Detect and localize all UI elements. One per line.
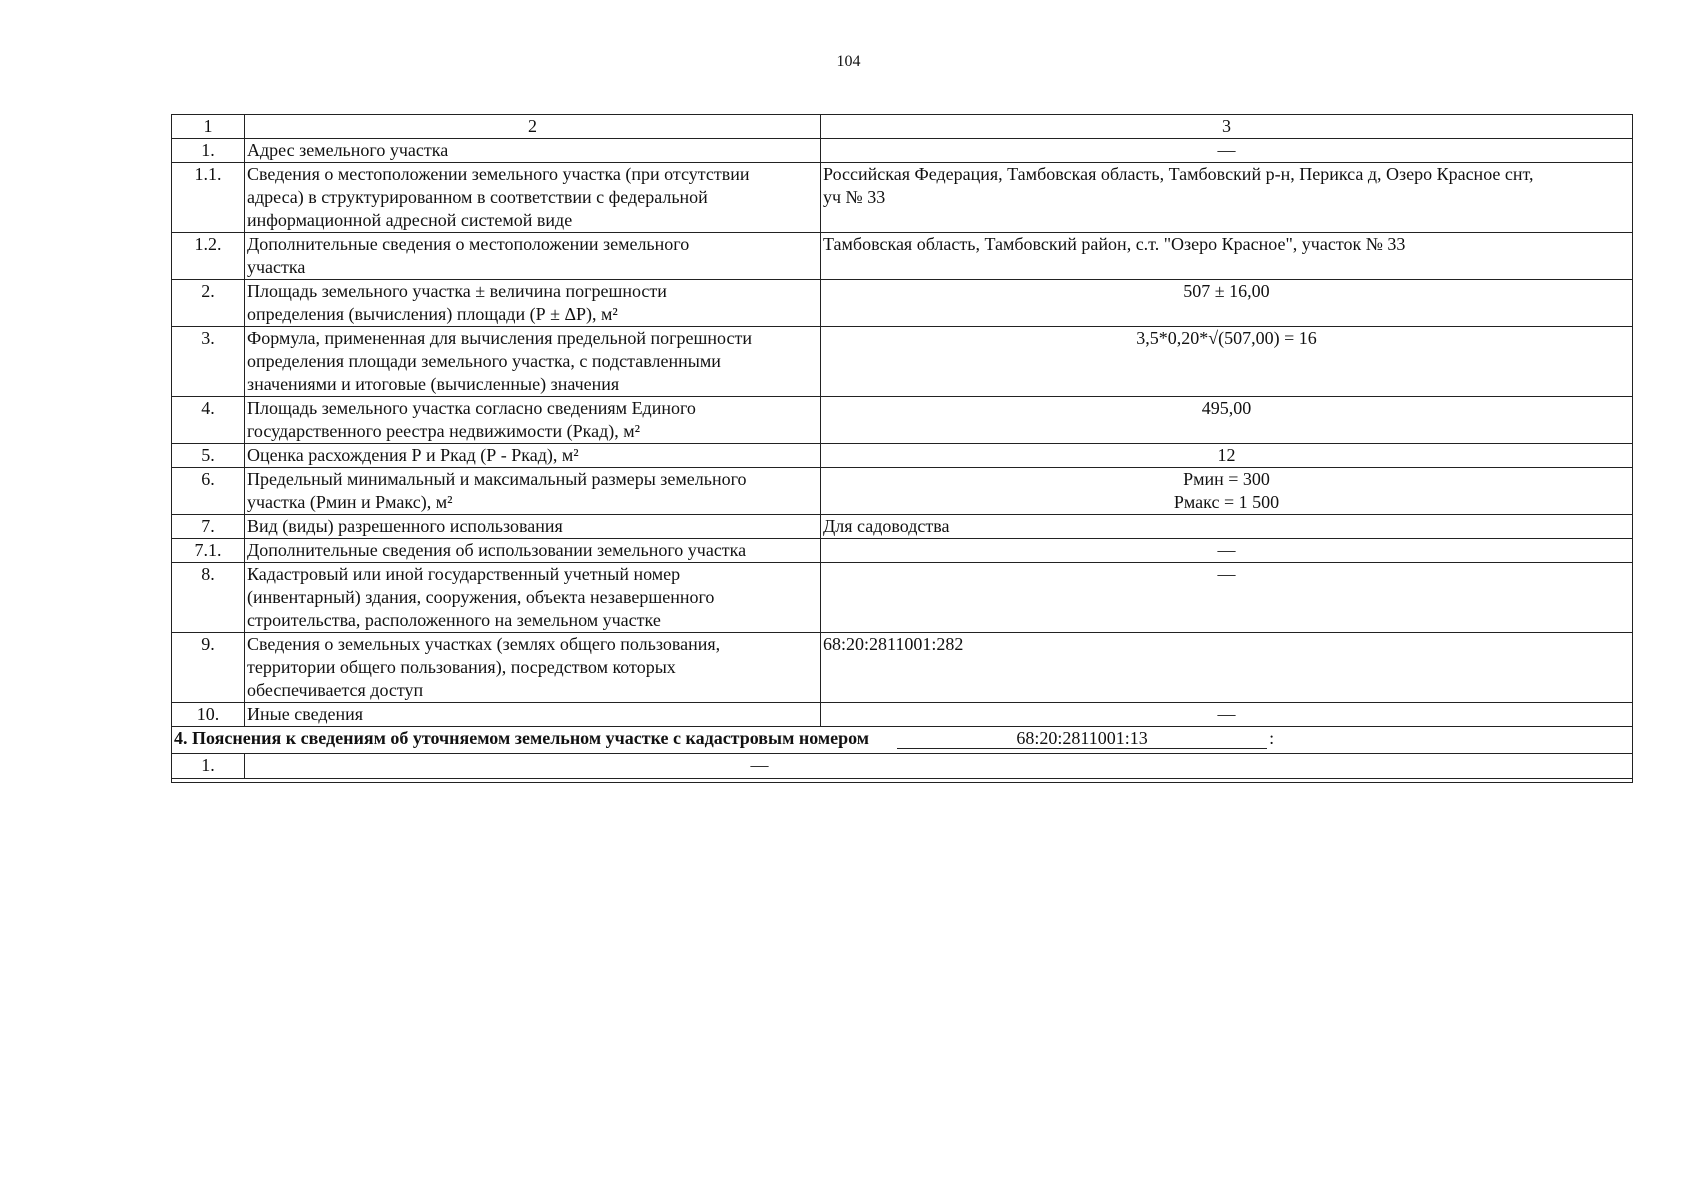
row-label-line: Площадь земельного участка ± величина погрешности [247,281,667,301]
cadastral-data-table [171,114,1633,783]
row-value: — [821,539,1633,563]
row-value: 12 [821,444,1633,468]
page-number: 104 [836,53,861,70]
row-label-line: Площадь земельного участка согласно сведениям Единого [247,398,696,418]
row-label-line: Кадастровый или иной государственный учетный номер [247,564,681,584]
section-4-colon: : [1269,728,1275,748]
row-value: Для садоводства [821,515,1633,539]
row-label-line: Сведения о местоположении земельного участка (при отсутствии [247,164,750,184]
row-number: 7. [172,515,245,539]
row-label [245,327,821,397]
row-label [245,163,821,233]
row-label [245,633,821,703]
row-label-line: участка [247,257,306,277]
table-row [172,233,1633,280]
row-value: — [821,139,1633,163]
row-label-line: значениями и итоговые (вычисленные) значения [247,374,620,394]
row-label-line: информационной адресной системой виде [247,210,573,230]
row-label-line: Предельный минимальный и максимальный размеры земельного [247,469,747,489]
row-number: 8. [172,563,245,633]
row-value-line: Рмин = 300 [1183,469,1270,489]
row-label-line: территории общего пользования), посредством которых [247,657,676,677]
table-row [172,139,1633,163]
cadastral-number: 68:20:2811001:13 [897,728,1267,749]
row-value: Тамбовская область, Тамбовский район, с.т. "Озеро Красное", участок № 33 [821,233,1633,280]
row-value: — [821,703,1633,727]
table-row [172,163,1633,233]
table-row [172,397,1633,444]
row-label-line: адреса) в структурированном в соответствии с федеральной [247,187,708,207]
header-col-2: 2 [245,115,821,139]
row-label [245,563,821,633]
row-number: 2. [172,280,245,327]
table-header-row [172,115,1633,139]
row-number: 1. [172,139,245,163]
row-label-line: государственного реестра недвижимости (Ркад), м² [247,421,641,441]
row-label [245,397,821,444]
row-number: 4. [172,397,245,444]
row-value-line: Российская Федерация, Тамбовская область, Тамбовский р-н, Перикса д, Озеро Красное снт, [823,164,1534,184]
row-label-line: определения (вычисления) площади (Р ± ΔР), м² [247,304,618,324]
row-number: 7.1. [172,539,245,563]
section-4-title: 4. Пояснения к сведениям об уточняемом земельном участке с кадастровым номером [174,728,870,748]
row-value-line: Рмакс = 1 500 [1173,492,1280,512]
row-value-line: уч № 33 [823,187,886,207]
row-label [245,468,821,515]
row-value: 68:20:2811001:282 [821,633,1633,703]
row-value: 507 ± 16,00 [821,280,1633,327]
table-row [172,633,1633,703]
row-label-line: (инвентарный) здания, сооружения, объекта незавершенного [247,587,715,607]
section-4-heading [172,727,1633,754]
header-col-3: 3 [821,115,1633,139]
header-col-1: 1 [172,115,245,139]
row-label-line: определения площади земельного участка, с подставленными [247,351,721,371]
row-value: 3,5*0,20*√(507,00) = 16 [821,327,1633,397]
row-number: 1.1. [172,163,245,233]
row-value [821,468,1633,515]
section-4-row [172,727,1633,754]
row-label: Дополнительные сведения об использовании земельного участка [245,539,821,563]
table-bottom-rule [172,779,1633,783]
row-label-line: Дополнительные сведения о местоположении земельного [247,234,690,254]
table-row [172,327,1633,397]
row-label-line: Сведения о земельных участках (землях общего пользования, [247,634,721,654]
table-row [172,444,1633,468]
table-row [172,468,1633,515]
row-label: Иные сведения [245,703,821,727]
row-value: — [821,563,1633,633]
table-row [172,754,1633,779]
table-row [172,563,1633,633]
table-row [172,515,1633,539]
row-label: Адрес земельного участка [245,139,821,163]
row-label-line: участка (Рмин и Рмакс), м² [247,492,453,512]
row-label: Вид (виды) разрешенного использования [245,515,821,539]
row-number: 1.2. [172,233,245,280]
row-number: 6. [172,468,245,515]
row-value: — [245,754,1633,779]
row-label [245,280,821,327]
row-number: 9. [172,633,245,703]
row-number: 3. [172,327,245,397]
table-row [172,539,1633,563]
row-label-line: Формула, примененная для вычисления предельной погрешности [247,328,752,348]
row-label [245,233,821,280]
table-row [172,703,1633,727]
row-number: 1. [172,754,245,779]
table-row [172,280,1633,327]
row-number: 10. [172,703,245,727]
row-label-line: обеспечивается доступ [247,680,424,700]
row-number: 5. [172,444,245,468]
row-label: Оценка расхождения Р и Ркад (Р - Ркад), м² [245,444,821,468]
row-value: 495,00 [821,397,1633,444]
row-value [821,163,1633,233]
row-label-line: строительства, расположенного на земельном участке [247,610,661,630]
